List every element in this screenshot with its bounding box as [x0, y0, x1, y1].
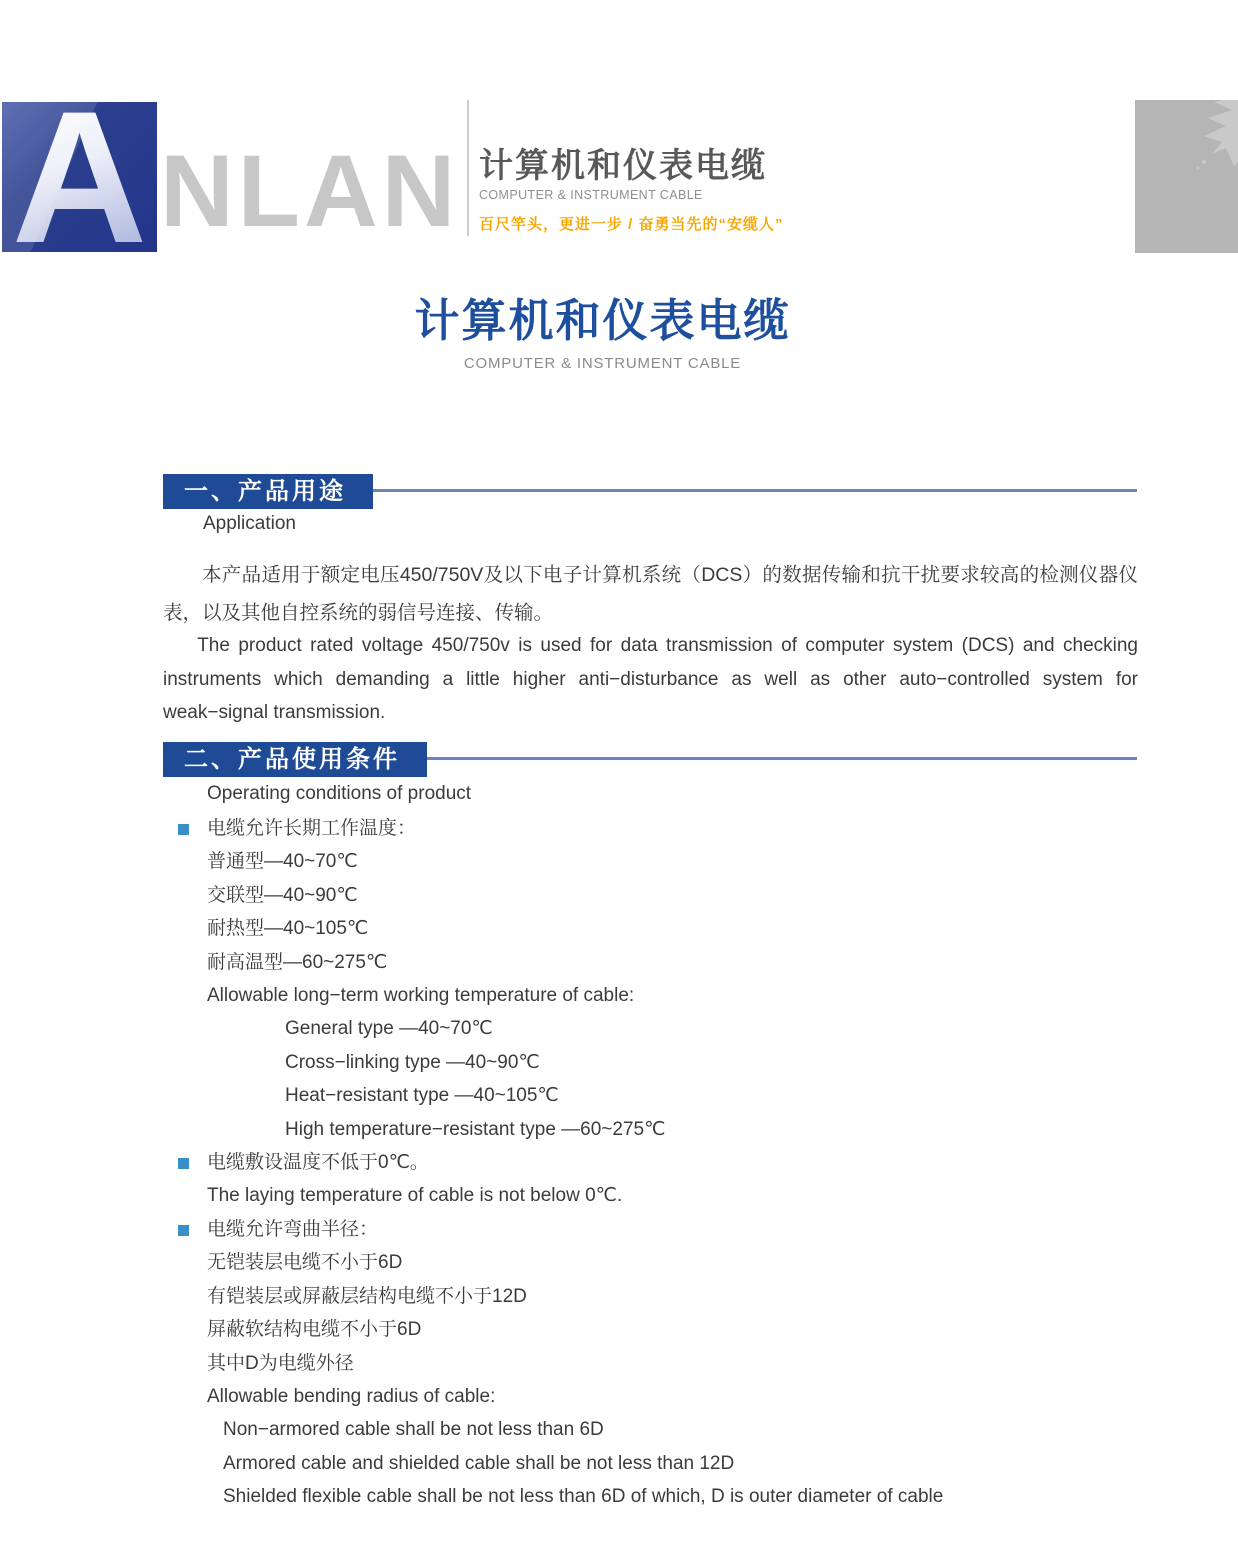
condition-line [163, 1313, 1148, 1346]
application-paragraph-en: The product rated voltage 450/750v is used for data transmission of computer system (DCS) and checking instruments which demanding a little higher anti−disturbance as well as other auto−controlled system for weak−signal transmission. [163, 635, 1138, 723]
header-text-block [479, 147, 784, 234]
header-divider-line [467, 100, 469, 236]
condition-line [163, 845, 1148, 878]
condition-line [163, 812, 1148, 845]
condition-line [163, 979, 1148, 1012]
condition-text: Allowable bending radius of cable: [207, 1385, 496, 1407]
condition-text: 普通型—40~70℃ [207, 851, 358, 873]
condition-line [163, 1079, 1148, 1112]
condition-text: 耐热型—40~105℃ [207, 918, 369, 940]
condition-text: 其中D为电缆外径 [207, 1352, 354, 1374]
condition-text: 电缆允许弯曲半径： [207, 1218, 379, 1240]
condition-line [163, 1280, 1148, 1313]
condition-text: Armored cable and shielded cable shall be not less than 12D [223, 1452, 735, 1474]
condition-line [163, 946, 1148, 979]
section-2-subheading: Operating conditions of product [207, 783, 472, 804]
condition-line [163, 1113, 1148, 1146]
bullet-square-icon [178, 1158, 189, 1169]
condition-line [163, 1447, 1148, 1480]
condition-line [163, 1347, 1148, 1380]
condition-line [163, 912, 1148, 945]
condition-text: 耐高温型—60~275℃ [207, 951, 388, 973]
condition-line [163, 1380, 1148, 1413]
condition-line [163, 1213, 1148, 1246]
header-photo-placeholder [1135, 100, 1238, 253]
condition-line [163, 1413, 1148, 1446]
condition-text: 交联型—40~90℃ [207, 884, 358, 906]
bullet-square-icon [178, 824, 189, 835]
condition-line [163, 879, 1148, 912]
condition-text: Heat−resistant type —40~105℃ [285, 1085, 559, 1107]
condition-line [163, 1246, 1148, 1279]
condition-line [163, 1480, 1148, 1513]
condition-line [163, 1046, 1148, 1079]
condition-text: 电缆允许长期工作温度： [207, 818, 417, 839]
condition-text: Cross−linking type —40~90℃ [285, 1051, 540, 1073]
condition-text: High temperature−resistant type —60~275℃ [285, 1118, 666, 1140]
condition-text: 无铠装层电缆不小于6D [207, 1252, 403, 1274]
header-title-en: COMPUTER & INSTRUMENT CABLE [479, 188, 703, 202]
anlan-logo [2, 102, 157, 252]
condition-line [163, 1012, 1148, 1045]
header-slogan: 百尺竿头，更进一步 / 奋勇当先的“安缆人” [479, 216, 784, 233]
condition-text: General type —40~70℃ [285, 1018, 493, 1040]
section-2-title-bar: 二、产品使用条件 [163, 742, 427, 777]
section-1-title-bar: 一、产品用途 [163, 474, 373, 509]
condition-line [163, 1146, 1148, 1179]
logo-letter-a: A [11, 102, 148, 252]
section-1-heading [163, 474, 1138, 509]
condition-text: 电缆敷设温度不低于0℃。 [207, 1152, 429, 1174]
document-title-block [0, 295, 1205, 372]
condition-text: Shielded flexible cable shall be not less than 6D of which, D is outer diameter of cable [223, 1486, 944, 1508]
condition-line [163, 1179, 1148, 1212]
leaf-graphic-icon [1174, 100, 1238, 216]
condition-text: Allowable long−term working temperature of cable: [207, 985, 635, 1007]
section-2-heading [163, 742, 1138, 777]
condition-text: The laying temperature of cable is not below 0℃. [207, 1185, 623, 1207]
condition-text: 屏蔽软结构电缆不小于6D [207, 1319, 422, 1341]
operating-conditions-list [163, 812, 1148, 1514]
page-title-english: COMPUTER & INSTRUMENT CABLE [463, 355, 742, 372]
page-title: 计算机和仪表电缆 [414, 295, 791, 346]
application-paragraph-cn: 本产品适用于额定电压450/750V及以下电子计算机系统（DCS）的数据传输和抗干扰要求较高的检测仪器仪表，以及其他自控系统的弱信号连接、传输。 [163, 564, 1138, 624]
condition-text: 有铠装层或屏蔽层结构电缆不小于12D [207, 1285, 527, 1307]
header-title-cn: 计算机和仪表电缆 [479, 147, 767, 185]
bullet-square-icon [178, 1225, 189, 1236]
section-1-subheading: Application [203, 513, 296, 534]
logo-letters-nlan: NLAN [160, 134, 460, 248]
condition-text: Non−armored cable shall be not less than 6D [223, 1419, 604, 1441]
